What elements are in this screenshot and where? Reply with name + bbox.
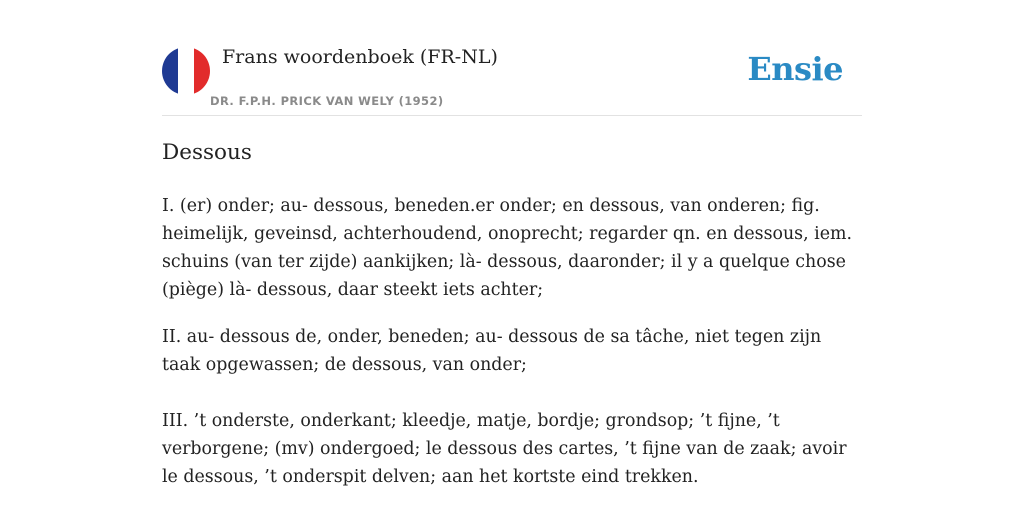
definition-paragraph-1: I. (er) onder; au- dessous, beneden.er onder; en dessous, van onderen; fig. heimelijk, geveinsd, achterhoudend, onoprecht; regarder qn. en dessous, iem. schuins (van ter zijde) aankijken; là- dessous, daaronder; il y a quelque chose (piège) là- dessous, daar steekt iets achter;	[162, 196, 853, 300]
definition-paragraph-2: II. au- dessous de, onder, beneden; au- dessous de sa tâche, niet tegen zijn taak opgewassen; de dessous, van onder;	[162, 327, 822, 375]
dictionary-title[interactable]: Frans woordenboek (FR-NL)	[222, 46, 498, 68]
dictionary-header	[162, 40, 862, 116]
entry-title: Dessous	[162, 140, 252, 165]
dictionary-author: DR. F.P.H. PRICK VAN WELY (1952)	[210, 94, 444, 108]
brand-logo[interactable]: Ensie	[747, 50, 843, 88]
france-flag-icon	[162, 47, 210, 95]
definition-paragraph-3: III. ’t onderste, onderkant; kleedje, matje, bordje; grondsop; ’t fijne, ’t verborgene; (mv) ondergoed; le dessous des cartes, ’t fijne van de zaak; avoir le dessous, ’t onderspit delven; aan het kortste eind trekken.	[162, 411, 847, 487]
